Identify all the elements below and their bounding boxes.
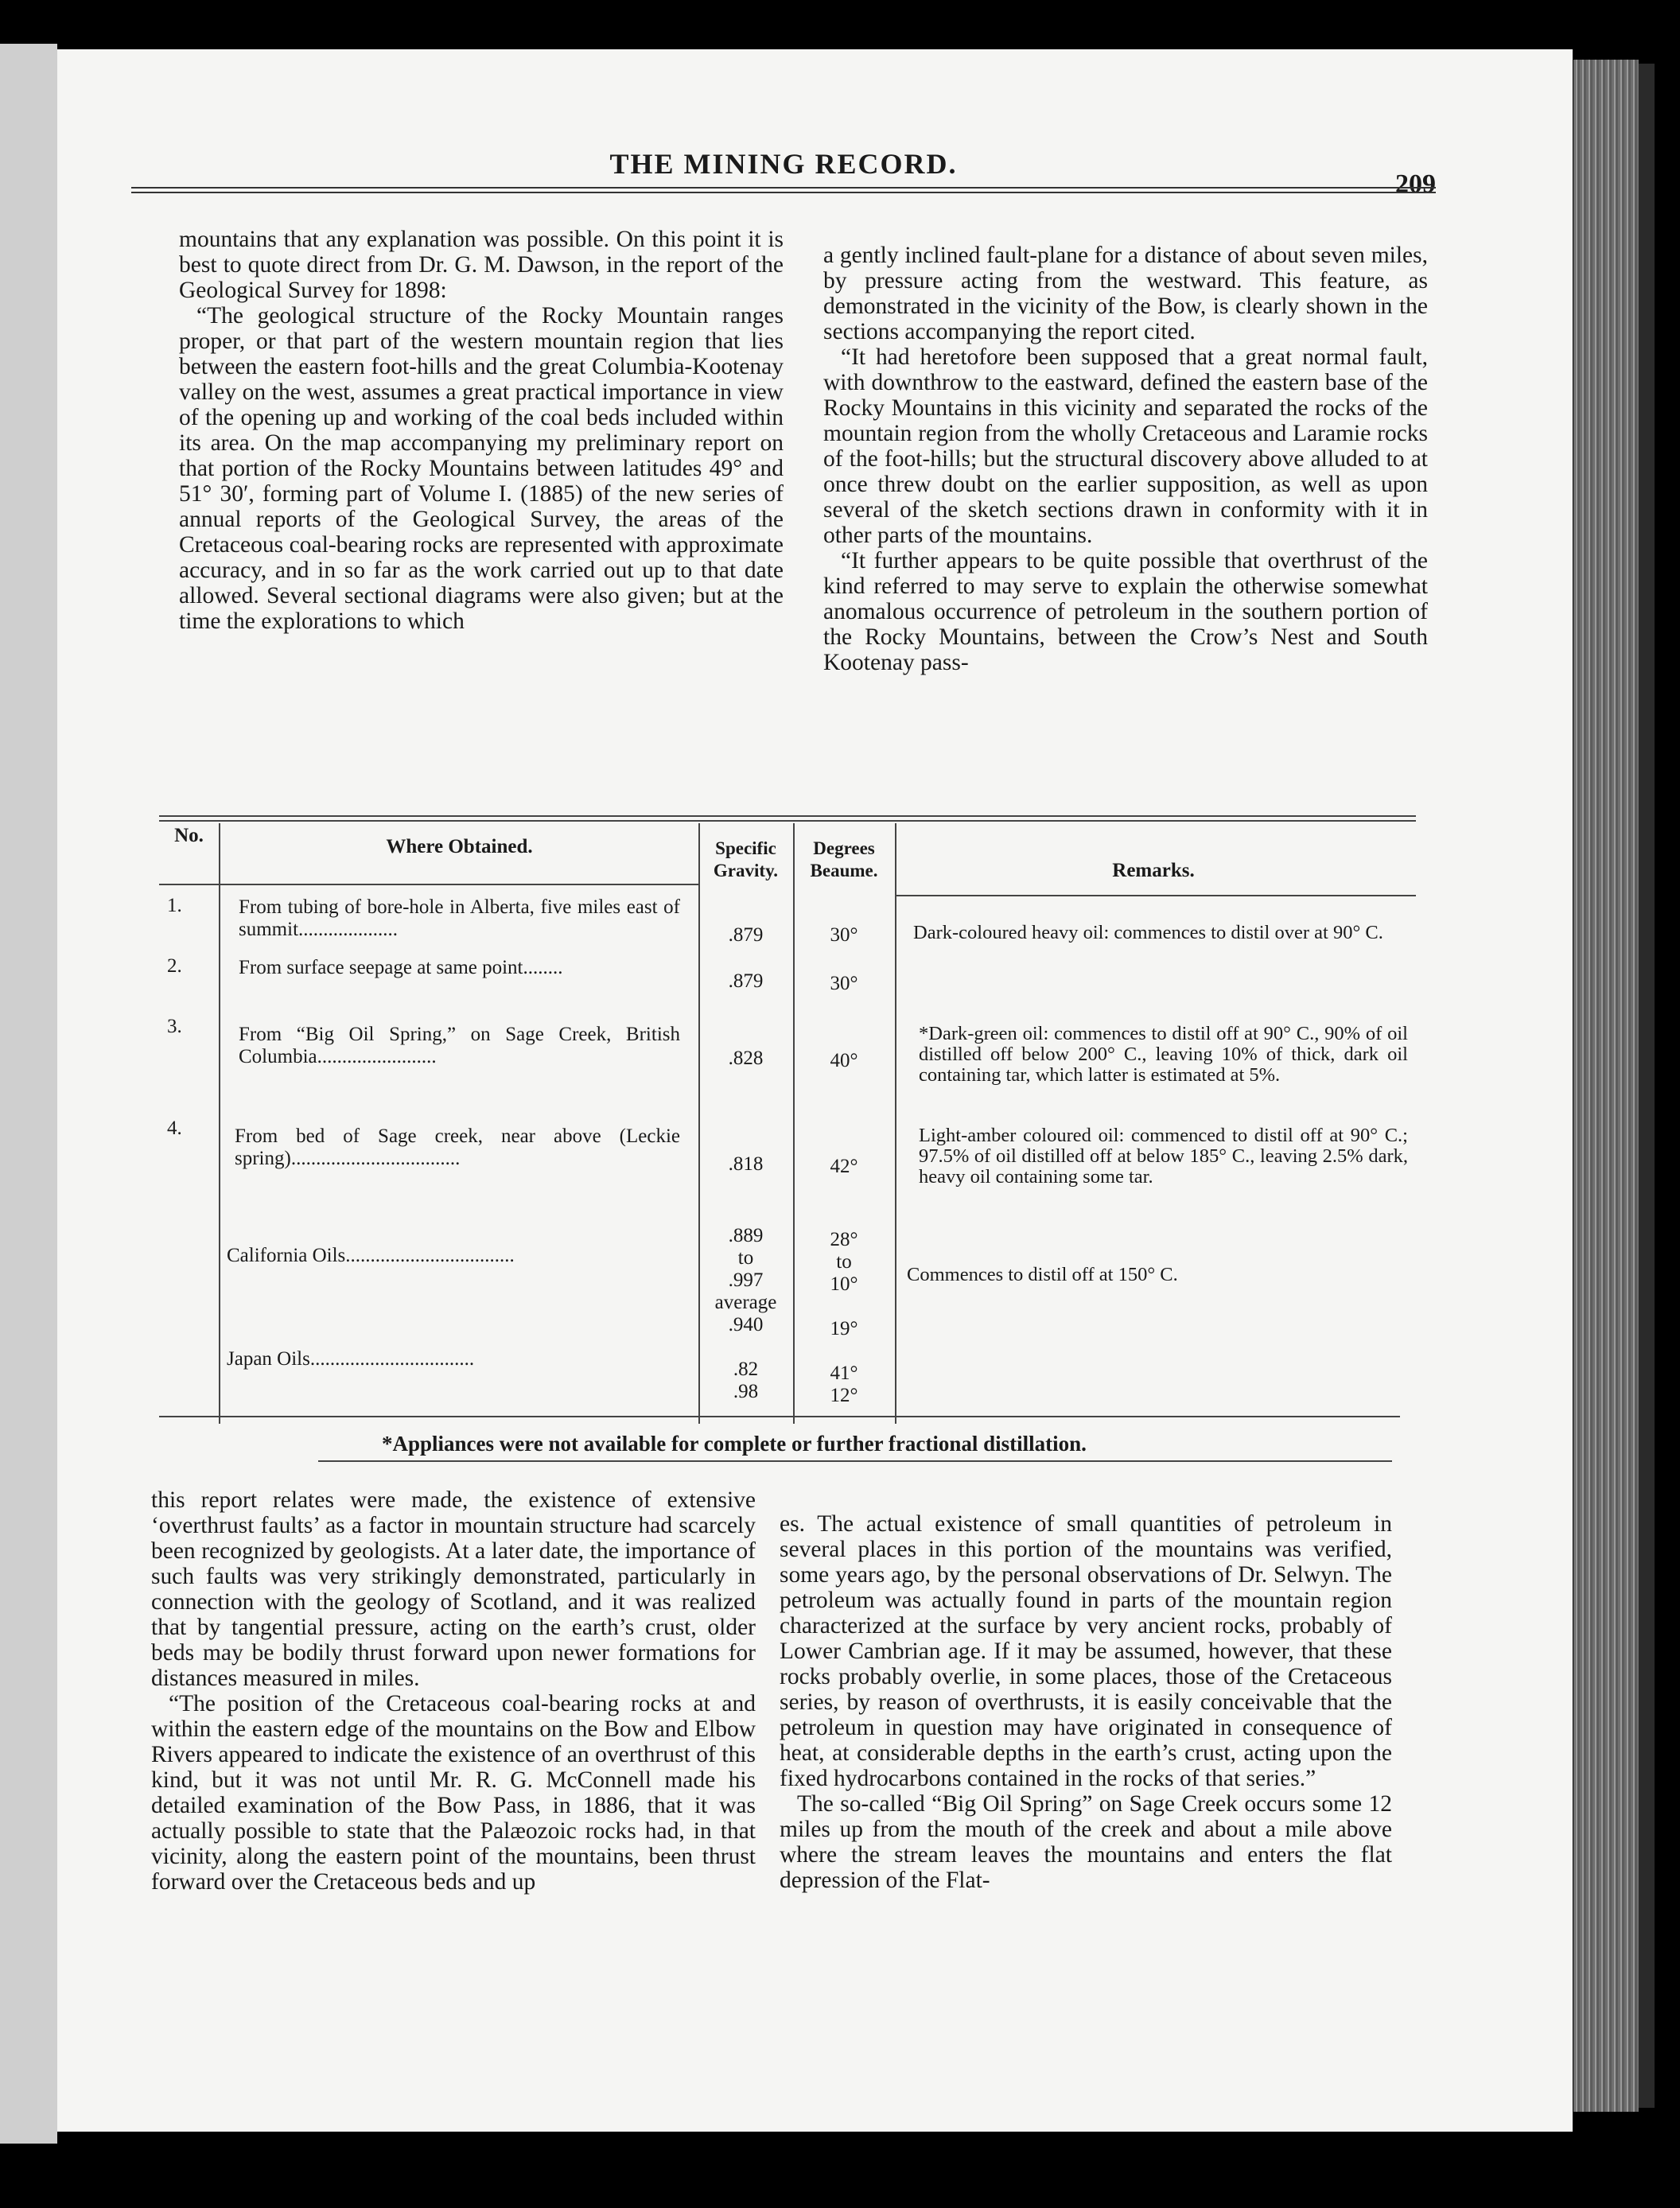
oil-analysis-table	[159, 815, 1416, 1452]
paragraph: “The position of the Cretaceous coal-bearing rocks at and within the eastern edge of the mountains on the Bow and Elbow Rivers appeared to indicate the existence of an overthrust of this kind, but it was not until Mr. R. G. McConnell made his detailed examination of the Bow Pass, in 1886, that it was actually possible to state that the Palæozoic rocks had, in that vicinity, along the eastern point of the mountains, been thrust forward over the Cretaceous beds and up	[151, 1691, 756, 1895]
value: .82	[733, 1359, 759, 1380]
where-obtained: From bed of Sage creek, near above (Leckie spring)..................................	[235, 1125, 680, 1169]
header-degrees-beaume: Degrees Beaume.	[810, 838, 878, 880]
value: .98	[733, 1381, 759, 1402]
paragraph: “The geological structure of the Rocky Mountain ranges proper, or that part of the western mountain region that lies between the eastern foot-hills and the great Columbia-Kootenay valley on the west, assumes a great practical importance in view of the opening up and working of the coal beds included within its area. On the map accompanying my preliminary report on that portion of the Rocky Mountains between latitudes 49° and 51° 30′, forming part of Volume I. (1885) of the new series of annual reports of the Geological Survey, the areas of the Cretaceous coal-bearing rocks are represented with approximate accuracy, and in so far as the work carried out up to that date allowed. Several sectional diagrams were also given; but at the time the explorations to which	[179, 303, 784, 634]
value: 28°	[830, 1229, 858, 1250]
column-bottom-left	[151, 1487, 756, 1895]
header-where-obtained: Where Obtained.	[386, 836, 533, 857]
row-number: 4.	[167, 1118, 182, 1139]
value: .997	[728, 1269, 764, 1291]
header-rule	[131, 187, 1436, 193]
journal-title: THE MINING RECORD.	[609, 148, 958, 180]
header-rule-left	[159, 884, 698, 885]
specific-gravity-range	[700, 1359, 791, 1403]
running-header	[131, 147, 1436, 219]
value: to	[836, 1251, 852, 1273]
degrees-beaume: 40°	[830, 1050, 858, 1071]
where-obtained: From surface seepage at same point........	[239, 957, 563, 978]
where-obtained: From tubing of bore-hole in Alberta, five miles east of summit....................	[239, 896, 680, 940]
paragraph: “It further appears to be quite possible that overthrust of the kind referred to may serve to explain the otherwise somewhat anomalous occurrence of petroleum in the southern portion of the Rocky Mountains, between the Crow’s Nest and South Kootenay pass-	[823, 548, 1428, 675]
where-obtained: From “Big Oil Spring,” on Sage Creek, British Columbia........................	[239, 1024, 680, 1067]
paragraph: The so-called “Big Oil Spring” on Sage Creek occurs some 12 miles up from the mouth of the creek and about a mile above where the stream leaves the mountains and enters the flat depression of the Flat-	[780, 1791, 1392, 1893]
degrees-beaume: 30°	[830, 924, 858, 946]
table-top-rule	[159, 815, 1416, 817]
value	[795, 1296, 893, 1318]
table-footnote: *Appliances were not available for complete or further fractional distillation.	[382, 1432, 1087, 1456]
table-bottom-rule	[159, 1416, 1400, 1417]
where-obtained: Japan Oils.................................	[227, 1348, 475, 1370]
specific-gravity-range	[700, 1225, 791, 1336]
facing-page-edge	[0, 44, 57, 2144]
row-number: 1.	[167, 895, 182, 916]
col-divider	[219, 823, 220, 1424]
value: 41°	[830, 1363, 858, 1384]
header-rule-right	[895, 895, 1416, 896]
degrees-beaume-range	[795, 1229, 893, 1340]
where-obtained: California Oils..................................	[227, 1245, 515, 1266]
paragraph: “It had heretofore been supposed that a great normal fault, with downthrow to the eastward, defined the eastern base of the Rocky Mountains in this vicinity and separated the rocks of the mountain region from the wholly Cretaceous and Laramie rocks of the foot-hills; but the structural discovery above alluded to at once threw doubt on the earlier supposition, as well as upon several of the sketch sections drawn in conformity with it in other parts of the mountains.	[823, 344, 1428, 548]
remarks: Commences to distil off at 150° C.	[907, 1264, 1178, 1285]
row-number: 3.	[167, 1016, 182, 1037]
footnote-rule	[318, 1460, 1392, 1462]
paragraph: this report relates were made, the existence of extensive ‘overthrust faults’ as a factor in mountain structure had scarcely been recognized by geologists. At a later date, the importance of such faults was very strikingly demonstrated, particularly in connection with the geology of Scotland, and it was realized that by tangential pressure, acting on the earth’s crust, older beds may be bodily thrust forward upon newer formations for distances measured in miles.	[151, 1487, 756, 1691]
table-top-rule-2	[159, 820, 1416, 822]
value: 10°	[830, 1273, 858, 1295]
value: 12°	[830, 1385, 858, 1406]
remarks: *Dark-green oil: commences to distil off at 90° C., 90% of oil distilled off below 200° C., leaving 10% of thick, dark oil containing tar, which latter is estimated at 5%.	[919, 1023, 1408, 1086]
degrees-beaume-range	[795, 1363, 893, 1407]
col-divider	[895, 823, 896, 1424]
degrees-beaume: 30°	[830, 973, 858, 994]
value: average	[714, 1292, 777, 1313]
header-no: No.	[174, 825, 204, 846]
specific-gravity: .818	[728, 1153, 764, 1175]
paragraph: es. The actual existence of small quantities of petroleum in several places in this portion of the mountains was verified, some years ago, by the personal observations of Dr. Selwyn. The petroleum was actually found in parts of the mountain region characterized at the surface by very ancient rocks, probably of Lower Cambrian age. If it may be assumed, however, that these rocks probably overlie, in some places, those of the Cretaceous series, by reason of overthrusts, it is easily conceivable that the petroleum in question may have originated in consequence of heat, at considerable depths in the earth’s crust, acting upon the fixed hydrocarbons contained in the rocks of that series.”	[780, 1511, 1392, 1791]
column-top-right	[823, 243, 1428, 675]
row-number: 2.	[167, 955, 182, 977]
specific-gravity: .879	[728, 970, 764, 992]
degrees-beaume: 42°	[830, 1156, 858, 1177]
header-specific-gravity: Specific Gravity.	[713, 838, 779, 880]
value: .940	[728, 1314, 764, 1335]
value: to	[737, 1247, 754, 1269]
paragraph: a gently inclined fault-plane for a distance of about seven miles, by pressure acting from the westward. This feature, as demonstrated in the vicinity of the Bow, is clearly shown in the sections accompanying the report cited.	[823, 243, 1428, 344]
value: .889	[728, 1225, 764, 1246]
book-edge-shadow	[1639, 64, 1655, 2108]
column-bottom-right	[780, 1511, 1392, 1893]
header-remarks: Remarks.	[1112, 860, 1195, 881]
column-top-left	[179, 227, 784, 634]
paragraph: mountains that any explanation was possible. On this point it is best to quote direct from Dr. G. M. Dawson, in the report of the Geological Survey for 1898:	[179, 227, 784, 303]
book-page-block	[1573, 60, 1639, 2112]
remarks: Dark-coloured heavy oil: commences to distil over at 90° C.	[913, 922, 1383, 943]
page-number: 209	[1395, 169, 1436, 199]
specific-gravity: .828	[728, 1048, 764, 1069]
value: 19°	[830, 1318, 858, 1339]
remarks: Light-amber coloured oil: commenced to distil off at 90° C.; 97.5% of oil distilled off at below 185° C., leaving 2.5% dark, heavy oil containing some tar.	[919, 1125, 1408, 1188]
specific-gravity: .879	[728, 924, 764, 946]
